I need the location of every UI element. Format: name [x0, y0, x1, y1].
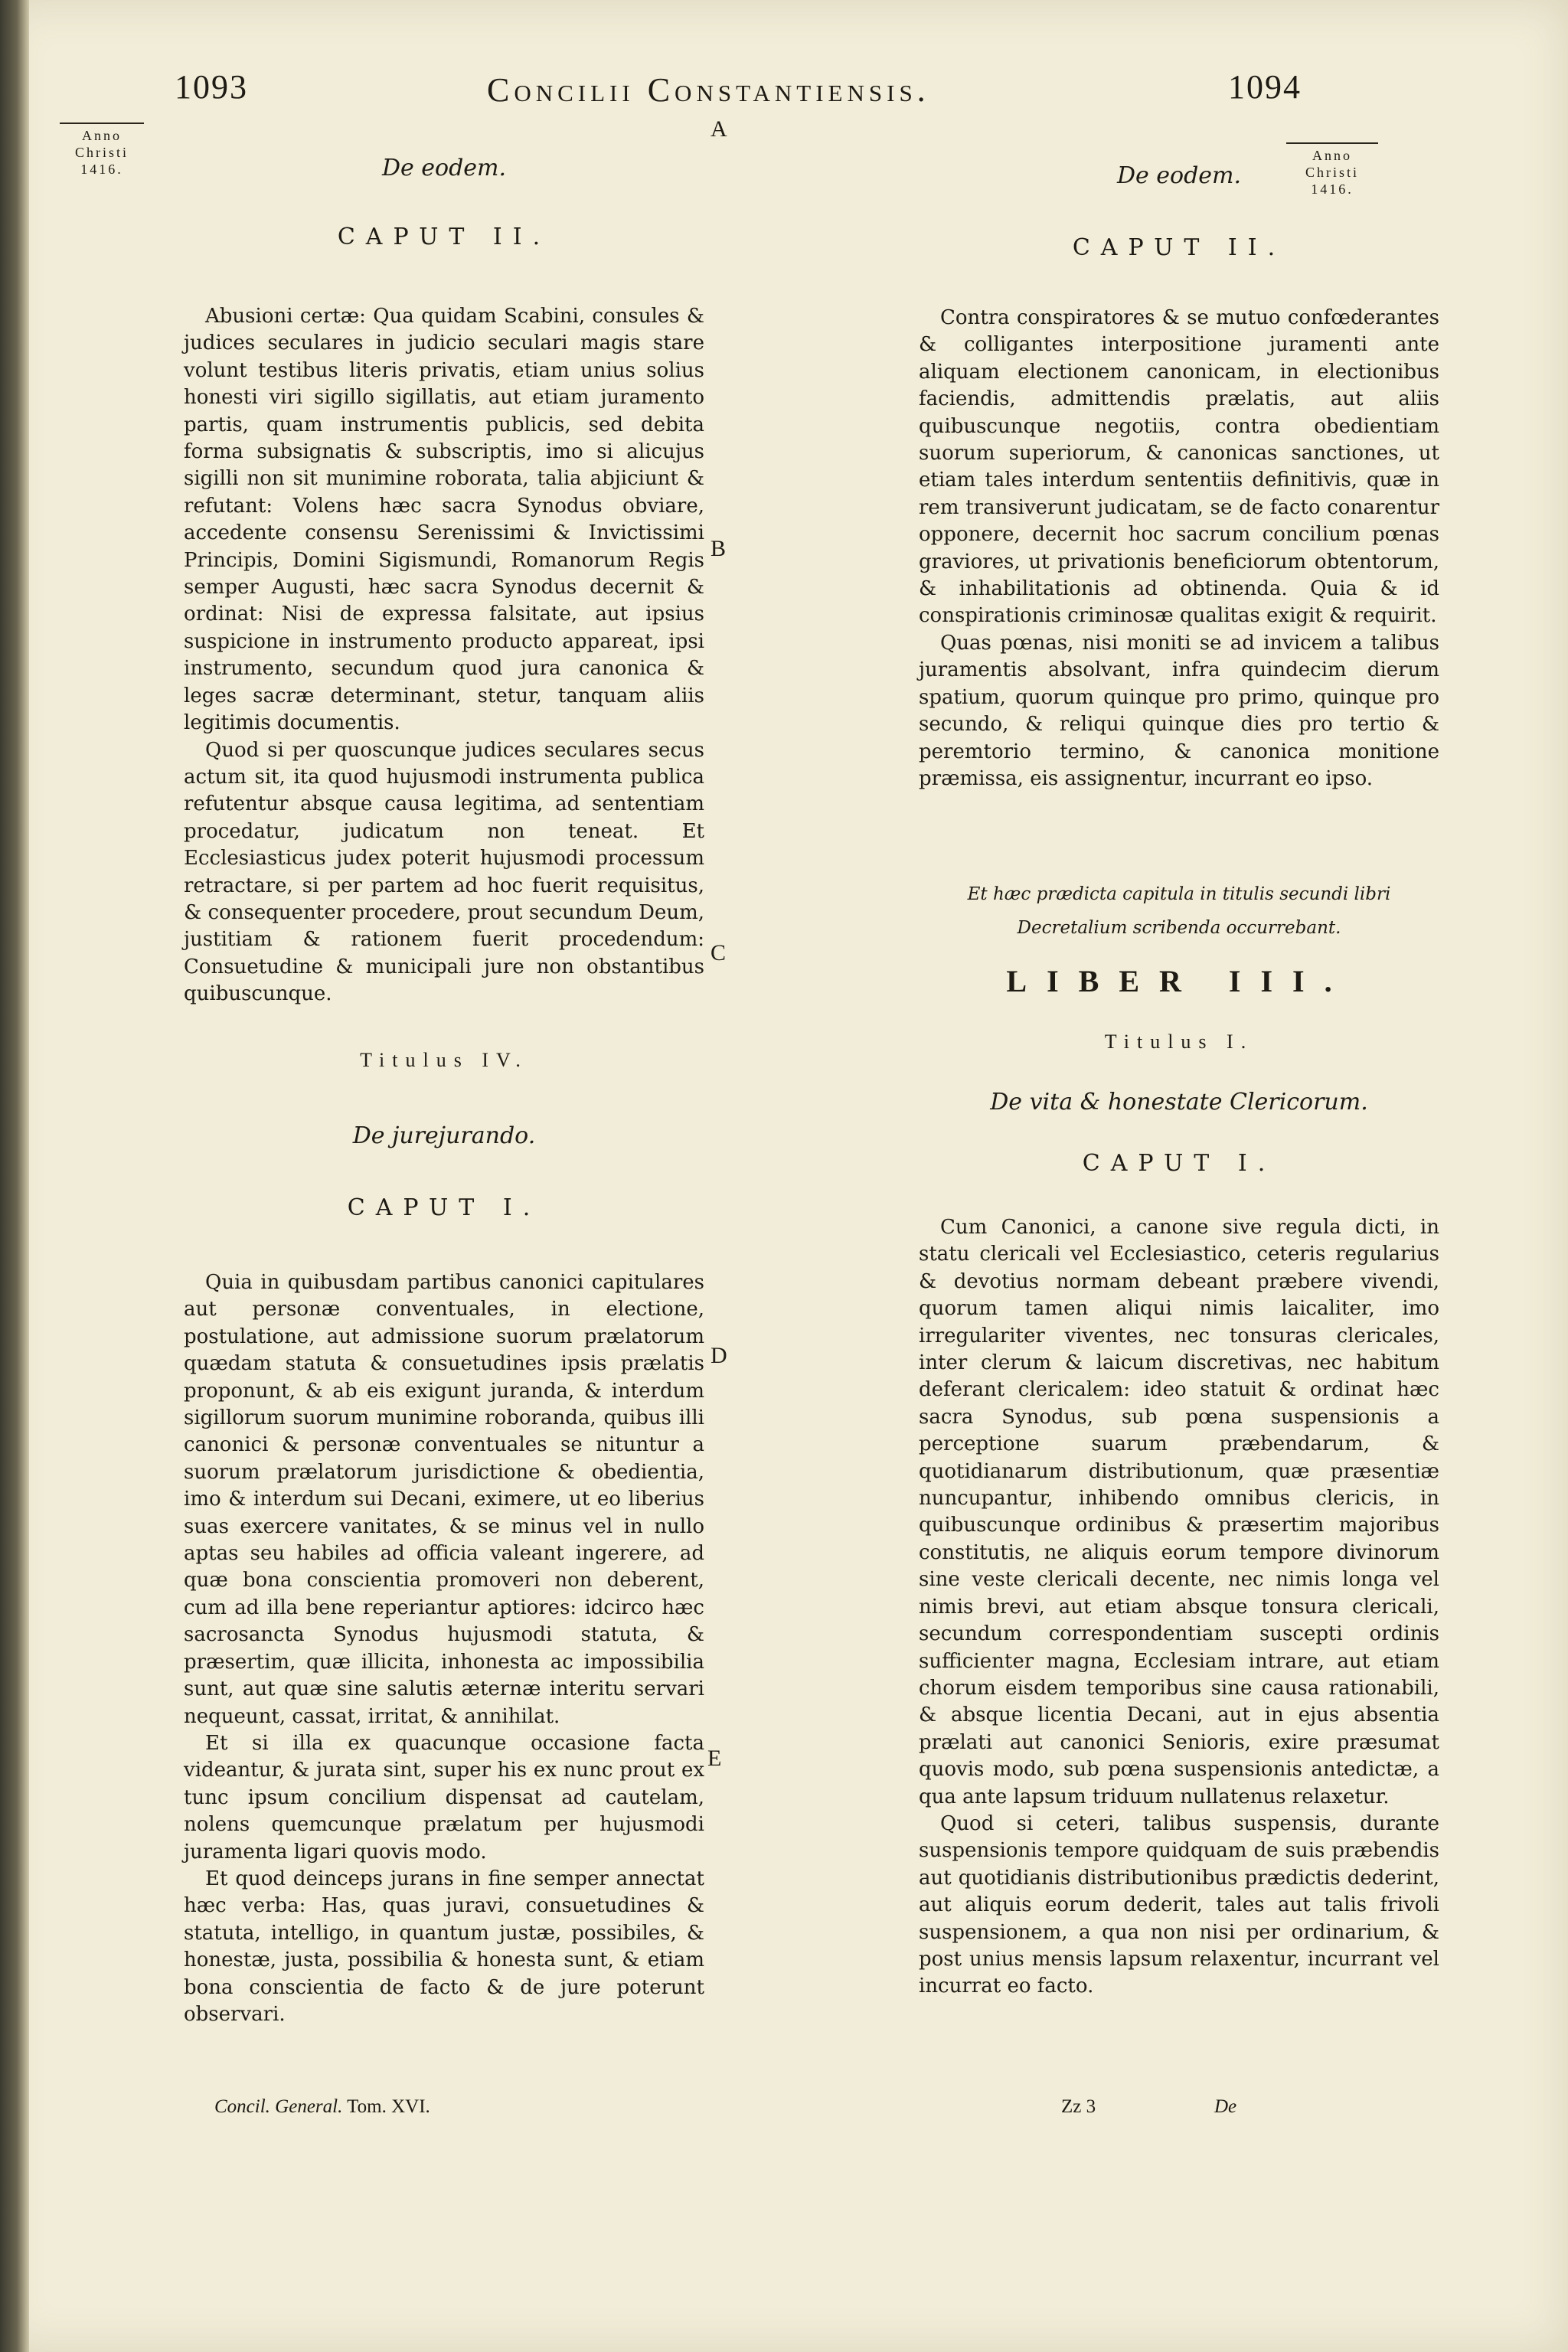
paragraph: Et quod deinceps jurans in fine semper annectat hæc verba: Has, quas juravi, consuetudines & statuta, intelligo, in quantum justæ, possibiles, & honestæ, justa, possibilia & honesta sunt, & etiam bona conscientia de facto & de jure poterunt observari.: [184, 1867, 704, 2026]
footer-volume: Tom. XVI.: [347, 2096, 430, 2117]
paragraph: Cum Canonici, a canone sive regula dicti, in statu clericali vel Ecclesiastico, ceteris regularius & devotius normam debeant præbere vivendi, quorum tamen aliqui nimis laicaliter, imo irregulariter viventes, nec tonsuras clericales, inter clerum & laicum discretivas, nec habitum deferant clericalem: ideo statuit & ordinat hæc sacra Synodus, sub pœna suspensionis a perceptione suarum præbendarum, & quotidianarum distributionum, quæ præsentiæ nuncupantur, inhibendo omnibus clericis, in quibuscunque ordinibus & præsertim majoribus constitutis, ne aliquis eorum tempore divinorum sine veste clericali decente, nec nimis longa vel nimis brevi, aut etiam absque tonsura clericali, secundum correspondentiam suscepti ordinis sufficienter magna, Ecclesiam intrare, aut etiam chorum eisdem temporibus sine causa rationabili, & absque licentia Decani, aut in ejus absentia prælati aut canonici Senioris, exire præsumat quovis modo, sub pœna suspensionis antedictæ, a qua ante lapsum triduum nullatenus relaxetur.: [919, 1216, 1439, 1808]
right-column: [919, 0, 1439, 2352]
running-title: Concilii Constantiensis.: [487, 71, 930, 109]
section-subtitle: De jurejurando.: [352, 1122, 536, 1149]
book-heading: LIBER III.: [1006, 964, 1352, 998]
chapter-heading: CAPUT I.: [1082, 1150, 1276, 1177]
rubric-note: Et hæc prædicta capitula in titulis secundi libri Decretalium scribenda occurrebant.: [967, 884, 1391, 938]
footer-imprint: [214, 2096, 430, 2118]
margin-marker-e: E: [707, 1746, 722, 1771]
paragraph: Quas pœnas, nisi moniti se ad invicem a talibus juramentis absolvant, infra quindecim dierum spatium, quorum quinque pro primo, quinque pro secundo, & reliqui quinque dies pro tertio & peremtorio termino, & canonica monitione præmissa, eis assignentur, incurrant eo ipso.: [919, 631, 1439, 790]
christi-label: Christi: [1305, 165, 1359, 180]
chapter-heading: CAPUT II.: [337, 224, 551, 250]
margin-marker-a: A: [710, 116, 727, 142]
section-subtitle: De eodem.: [381, 155, 507, 181]
anno-label: Anno: [1312, 148, 1352, 163]
signature-mark: Zz 3: [1061, 2096, 1096, 2117]
margin-marker-d: D: [710, 1343, 727, 1368]
page-number-right: 1094: [1228, 68, 1302, 106]
text-block: [184, 303, 704, 1008]
page-number-left: 1093: [175, 68, 248, 106]
christi-label: Christi: [74, 145, 129, 160]
titulus-heading: Titulus IV.: [360, 1049, 528, 1071]
text-block: [919, 1214, 1439, 2001]
year-label: 1416.: [1311, 181, 1354, 197]
paragraph: Quia in quibusdam partibus canonici capitulares aut personæ conventuales, in electione, postulatione, aut admissione suorum prælatorum quædam statuta & consuetudines ipsis prælatis proponunt, & ab eis exigunt juranda, & interdum sigillorum suorum munimine roboranda, quibus illi canonici & personæ conventuales se nituntur a suorum prælatorum jurisdictione & obedientia, imo & interdum sui Decani, eximere, ut eo liberius suas exercere vanitates, & se minus vel in nullo aptas seu habiles ad officia valeant ingerere, ad quæ bona conscientia promoveri non deberent, cum ad illa bene reperiantur aptiores: idcirco hæc sacrosancta Synodus hujusmodi statuta, & præsertim, quæ illicita, inhonesta ac impossibilia sunt, aut quæ sine salutis æternæ interitu servari nequeunt, cassat, irritat, & annihilat.: [184, 1271, 704, 1728]
text-block: [184, 1269, 704, 2028]
section-subtitle: De eodem.: [1116, 162, 1242, 189]
paragraph: Quod si ceteri, talibus suspensis, durante suspensionis tempore quidquam de suis præbendis aut quotidianis distributionibus prædictis dederint, aut aliquis eorum dederit, tales aut talis frivoli suspensionem, a qua non nisi per ordinarium, & post unius mensis lapsum relaxentur, incurrant vel incurrat eo facto.: [919, 1811, 1439, 1998]
margin-marker-b: B: [710, 536, 727, 561]
titulus-heading: Titulus I.: [1104, 1031, 1254, 1053]
text-block: [919, 305, 1439, 792]
paragraph: Contra conspiratores & se mutuo confœderantes & colligantes interpositione juramenti ante aliquam electionem canonicam, in electionibus faciendis, admittendis prælatis, aut aliis quibuscunque negotiis, contra obedientiam suorum superiorum, & canonicas sanctiones, ut etiam tales interdum sententiis definitivis, quæ in rem transiverunt judicatam, se de facto conarentur opponere, decernit hoc sacrum concilium pœnas graviores, ut privationis beneficiorum obtentorum, & inhabilitationis ad obtinenda. Quia & id conspirationis criminosæ qualitas exigit & requirit.: [919, 306, 1439, 628]
paragraph: Quod si per quoscunque judices seculares secus actum sit, ita quod hujusmodi instrumenta publica refutentur absque causa legitima, ad sententiam procedatur, judicatum non teneat. Et Ecclesiasticus judex poterit hujusmodi processum retractare, si per partem ad hoc fuerit requisitus, & consequenter procedere, prout secundum Deum, justitiam & rationem fuerit procedendum: Consuetudine & municipali jure non obstantibus quibuscunque.: [184, 738, 704, 1006]
left-column: [184, 0, 704, 2352]
catchword: De: [1214, 2096, 1237, 2117]
section-subtitle: De vita & honestate Clericorum.: [990, 1089, 1368, 1116]
paragraph: Et si illa ex quacunque occasione facta videantur, & jurata sint, super his ex nunc prout ex tunc ipsum concilium dispensat ad cautelam, nolens quemcunque prælatum per hujusmodi juramenta ligari quovis modo.: [184, 1731, 704, 1864]
chapter-heading: CAPUT II.: [1072, 234, 1286, 261]
margin-marker-c: C: [710, 940, 727, 965]
binding-edge: [0, 0, 29, 2352]
chapter-heading: CAPUT I.: [347, 1194, 541, 1221]
paragraph: Abusioni certæ: Qua quidam Scabini, consules & judices seculares in judicio seculari magis stare volunt testibus literis privatis, etiam unius solius honesti viri sigillo sigillatis, aut etiam juramento partis, quam instrumentis publicis, sed debita forma subsignatis & subscriptis, imo si alicujus sigilli non sit munimine roborata, talia abjiciunt & refutant: Volens hæc sacra Synodus obviare, accedente consensu Serenissimi & Invictissimi Principis, Domini Sigismundi, Romanorum Regis semper Augusti, hæc sacra Synodus decernit & ordinat: Nisi de expressa falsitate, aut ipsius suspicione in instrumento producto appareat, ipsi instrumento, secundum quod jura canonica & leges sacræ determinant, stetur, tanquam aliis legitimis documentis.: [184, 305, 704, 735]
anno-label: Anno: [82, 128, 122, 143]
anno-christi-left: [60, 122, 144, 178]
year-label: 1416.: [80, 162, 123, 177]
footer-series: Concil. General.: [214, 2096, 343, 2117]
